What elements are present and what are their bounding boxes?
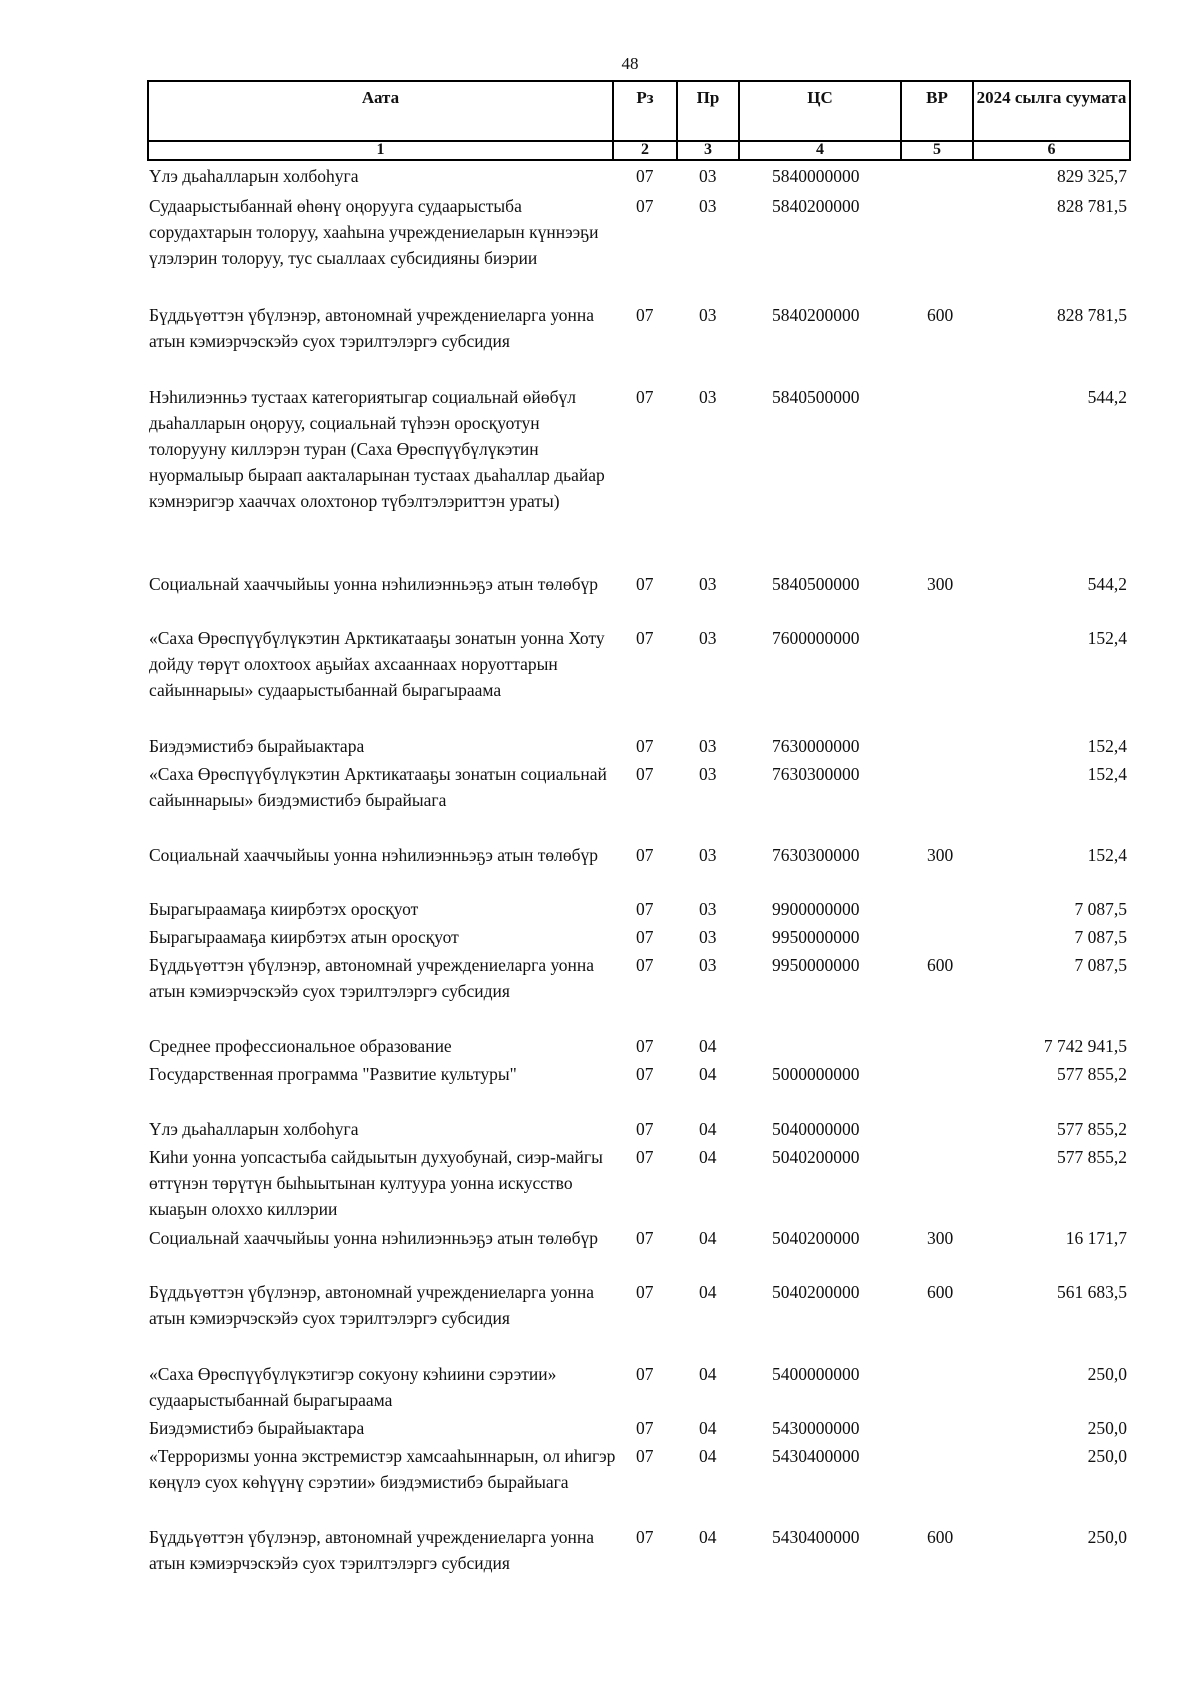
row-pr: 03	[699, 305, 717, 325]
row-rz: 07	[636, 574, 654, 594]
row-cs: 9950000000	[772, 927, 860, 947]
row-sum: 152,4	[1087, 628, 1127, 648]
row-sum: 561 683,5	[1057, 1282, 1127, 1302]
row-pr: 03	[699, 196, 717, 216]
row-rz: 07	[636, 1446, 654, 1466]
table-header	[147, 80, 1131, 161]
row-name: Үлэ дьаһалларын холбоһуга	[149, 1119, 359, 1139]
row-rz: 07	[636, 1064, 654, 1084]
header-num-2: 2	[613, 141, 677, 160]
row-rz: 07	[636, 1418, 654, 1438]
row-rz: 07	[636, 305, 654, 325]
row-sum: 7 087,5	[1074, 899, 1127, 919]
row-sum: 828 781,5	[1057, 196, 1127, 216]
row-cs: 5400000000	[772, 1364, 860, 1384]
page-number: 48	[621, 54, 639, 73]
row-sum: 16 171,7	[1065, 1228, 1127, 1248]
row-pr: 03	[699, 387, 717, 407]
row-rz: 07	[636, 166, 654, 186]
row-cs: 5840200000	[772, 196, 860, 216]
row-vr: 600	[927, 955, 954, 975]
row-cs: 5040200000	[772, 1282, 860, 1302]
row-cs: 7630300000	[772, 764, 860, 784]
row-pr: 04	[699, 1446, 717, 1466]
header-vr: ВР	[901, 81, 973, 141]
row-rz: 07	[636, 1364, 654, 1384]
row-pr: 03	[699, 574, 717, 594]
row-sum: 250,0	[1087, 1418, 1127, 1438]
row-vr: 600	[927, 1282, 954, 1302]
row-name: Бырагыраамаҕа киирбэтэх оросқуот	[149, 899, 419, 919]
header-num-1: 1	[148, 141, 613, 160]
row-rz: 07	[636, 1119, 654, 1139]
row-rz: 07	[636, 1147, 654, 1167]
row-name: Биэдэмистибэ бырайыактара	[149, 736, 365, 756]
row-cs: 5840500000	[772, 387, 860, 407]
row-cs: 5430400000	[772, 1527, 860, 1547]
row-cs: 5430000000	[772, 1418, 860, 1438]
row-pr: 04	[699, 1064, 717, 1084]
row-name: Социальнай хааччыйыы уонна нэһилиэнньэҕэ атын төлөбүр	[149, 574, 599, 594]
row-sum: 250,0	[1087, 1364, 1127, 1384]
row-cs: 5040000000	[772, 1119, 860, 1139]
header-num-4: 4	[739, 141, 901, 160]
row-name: Үлэ дьаһалларын холбоһуга	[149, 166, 359, 186]
row-name: Бүддьүөттэн үбүлэнэр, автономнай учреждениеларга уонна атын кэмиэрчэскэйэ суох тэрилтэлэргэ субсидия	[149, 1282, 595, 1328]
row-sum: 250,0	[1087, 1527, 1127, 1547]
row-sum: 152,4	[1087, 845, 1127, 865]
row-pr: 03	[699, 927, 717, 947]
row-pr: 04	[699, 1228, 717, 1248]
row-pr: 04	[699, 1119, 717, 1139]
row-cs: 5840000000	[772, 166, 860, 186]
row-cs: 5840200000	[772, 305, 860, 325]
row-pr: 03	[699, 166, 717, 186]
row-rz: 07	[636, 927, 654, 947]
row-sum: 7 087,5	[1074, 955, 1127, 975]
row-cs: 7600000000	[772, 628, 860, 648]
row-name: Социальнай хааччыйыы уонна нэһилиэнньэҕэ атын төлөбүр	[149, 1228, 599, 1248]
row-sum: 7 087,5	[1074, 927, 1127, 947]
row-sum: 544,2	[1087, 574, 1127, 594]
header-rz: Рз	[613, 81, 677, 141]
row-pr: 03	[699, 845, 717, 865]
row-vr: 300	[927, 845, 954, 865]
row-vr: 600	[927, 305, 954, 325]
row-sum: 152,4	[1087, 736, 1127, 756]
row-cs: 7630300000	[772, 845, 860, 865]
row-name: Судаарыстыбаннай өһөнү оңорууга судаарыстыба сорудахтарын толоруу, хааһына учреждениеларын күннээҕи үлэлэрин толоруу, тус сыаллаах субсидияны биэрии	[149, 196, 599, 268]
header-num-3: 3	[677, 141, 739, 160]
row-cs: 5000000000	[772, 1064, 860, 1084]
row-rz: 07	[636, 1036, 654, 1056]
row-pr: 04	[699, 1418, 717, 1438]
row-sum: 7 742 941,5	[1043, 1036, 1127, 1056]
row-pr: 03	[699, 764, 717, 784]
row-rz: 07	[636, 764, 654, 784]
row-rz: 07	[636, 628, 654, 648]
row-cs: 9900000000	[772, 899, 860, 919]
row-pr: 03	[699, 736, 717, 756]
row-pr: 04	[699, 1364, 717, 1384]
row-vr: 300	[927, 574, 954, 594]
row-sum: 829 325,7	[1057, 166, 1127, 186]
row-cs: 5040200000	[772, 1147, 860, 1167]
row-name: Социальнай хааччыйыы уонна нэһилиэнньэҕэ атын төлөбүр	[149, 845, 599, 865]
row-rz: 07	[636, 955, 654, 975]
row-name: Бүддьүөттэн үбүлэнэр, автономнай учреждениеларга уонна атын кэмиэрчэскэйэ суох тэрилтэлэргэ субсидия	[149, 955, 595, 1001]
row-pr: 04	[699, 1527, 717, 1547]
row-name: Бырагыраамаҕа киирбэтэх атын оросқуот	[149, 927, 459, 947]
row-cs: 7630000000	[772, 736, 860, 756]
row-name: Киһи уонна уопсастыба сайдыытын духуобунай, сиэр-майгы өттүнэн төрүтүн быһыытынан култуура уонна искусство кыаҕын олоххо киллэрии	[149, 1147, 603, 1219]
row-name: «Саха Өрөспүүбүлүкэтигэр сокуону кэһиини сэрэтии» судаарыстыбаннай бырагыраама	[149, 1364, 557, 1410]
row-vr: 600	[927, 1527, 954, 1547]
row-pr: 04	[699, 1147, 717, 1167]
header-sum: 2024 сылга суумата	[973, 81, 1130, 141]
row-pr: 04	[699, 1036, 717, 1056]
row-sum: 544,2	[1087, 387, 1127, 407]
row-name: «Терроризмы уонна экстремистэр хамсааһыннарын, ол иһигэр көңүлэ суох көһүүнү сэрэтии» биэдэмистибэ бырайыага	[149, 1446, 616, 1492]
row-sum: 577 855,2	[1057, 1147, 1127, 1167]
row-cs: 5840500000	[772, 574, 860, 594]
row-name: «Саха Өрөспүүбүлүкэтин Арктикатааҕы зонатын уонна Хоту дойду төрүт олохтоох аҕыйах ахсааннаах норуоттарын сайыннарыы» судаарыстыбаннай бырагыраама	[149, 628, 605, 700]
row-name: Нэһилиэнньэ тустаах категориятыгар социальнай өйөбүл дьаһалларын оңоруу, социальнай түһээн оросқуотун толорууну киллэрэн туран (Саха Өрөспүүбүлүкэтин нуормалыыр быраап аакталарынан тустаах дьаһаллар дьайар кэмнэригэр хааччах олохтонор түбэлтэлэриттэн ураты)	[149, 387, 605, 511]
header-num-5: 5	[901, 141, 973, 160]
row-cs: 9950000000	[772, 955, 860, 975]
row-cs: 5040200000	[772, 1228, 860, 1248]
row-cs: 5430400000	[772, 1446, 860, 1466]
row-rz: 07	[636, 1527, 654, 1547]
row-rz: 07	[636, 196, 654, 216]
row-sum: 828 781,5	[1057, 305, 1127, 325]
row-rz: 07	[636, 845, 654, 865]
header-cs: ЦС	[739, 81, 901, 141]
row-pr: 03	[699, 899, 717, 919]
row-vr: 300	[927, 1228, 954, 1248]
row-name: Бүддьүөттэн үбүлэнэр, автономнай учреждениеларга уонна атын кэмиэрчэскэйэ суох тэрилтэлэргэ субсидия	[149, 1527, 595, 1573]
row-rz: 07	[636, 899, 654, 919]
row-sum: 250,0	[1087, 1446, 1127, 1466]
row-pr: 04	[699, 1282, 717, 1302]
row-rz: 07	[636, 1228, 654, 1248]
row-pr: 03	[699, 628, 717, 648]
header-pr: Пр	[677, 81, 739, 141]
row-sum: 152,4	[1087, 764, 1127, 784]
header-name: Аата	[148, 81, 613, 141]
row-rz: 07	[636, 387, 654, 407]
header-num-6: 6	[973, 141, 1130, 160]
row-name: Государственная программа "Развитие культуры"	[149, 1064, 517, 1084]
row-name: Бүддьүөттэн үбүлэнэр, автономнай учреждениеларга уонна атын кэмиэрчэскэйэ суох тэрилтэлэргэ субсидия	[149, 305, 595, 351]
row-rz: 07	[636, 1282, 654, 1302]
row-name: Биэдэмистибэ бырайыактара	[149, 1418, 365, 1438]
row-sum: 577 855,2	[1057, 1064, 1127, 1084]
row-sum: 577 855,2	[1057, 1119, 1127, 1139]
row-name: «Саха Өрөспүүбүлүкэтин Арктикатааҕы зонатын социальнай сайыннарыы» биэдэмистибэ бырайыага	[149, 764, 607, 810]
row-pr: 03	[699, 955, 717, 975]
row-rz: 07	[636, 736, 654, 756]
row-name: Среднее профессиональное образование	[149, 1036, 452, 1056]
